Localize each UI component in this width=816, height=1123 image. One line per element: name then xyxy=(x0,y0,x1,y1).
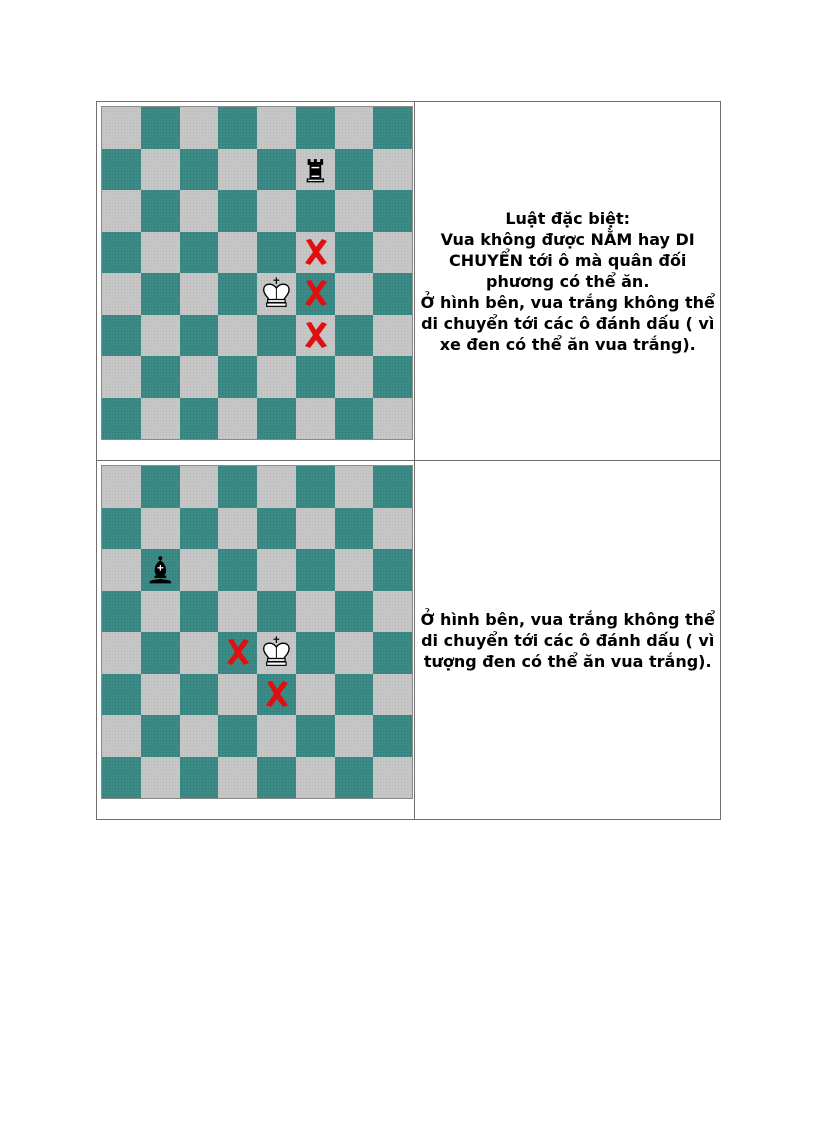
red-cross-icon xyxy=(302,320,330,350)
board-square xyxy=(102,591,141,633)
board-square xyxy=(180,315,219,357)
board-square xyxy=(335,466,374,508)
board-square xyxy=(335,315,374,357)
board-square xyxy=(218,149,257,191)
board-square xyxy=(180,107,219,149)
board-square xyxy=(373,107,412,149)
board-square xyxy=(141,398,180,440)
board-square xyxy=(335,107,374,149)
board-square xyxy=(296,466,335,508)
caption-line: Ở hình bên, vua trắng không thể xyxy=(420,609,715,629)
caption-line: Ở hình bên, vua trắng không thể xyxy=(420,292,715,312)
board-square xyxy=(257,232,296,274)
board-square xyxy=(102,757,141,799)
board-square xyxy=(141,315,180,357)
chessboard-rook-example xyxy=(101,106,413,440)
board-square xyxy=(296,632,335,674)
board-square xyxy=(102,549,141,591)
board-square xyxy=(373,632,412,674)
board-square xyxy=(141,149,180,191)
black-bishop-icon xyxy=(141,549,180,591)
board-square xyxy=(335,356,374,398)
board-square xyxy=(296,674,335,716)
board-square xyxy=(141,356,180,398)
board-square xyxy=(296,757,335,799)
board-square xyxy=(180,232,219,274)
board-square xyxy=(141,757,180,799)
caption-line: phương có thể ăn. xyxy=(485,271,650,291)
caption-line: Luật đặc biệt: xyxy=(505,208,631,228)
board-square xyxy=(335,632,374,674)
board-square xyxy=(373,398,412,440)
board-square xyxy=(335,149,374,191)
board-square xyxy=(296,107,335,149)
chessboard-bishop-example xyxy=(101,465,413,799)
board-square xyxy=(296,273,335,315)
board-square xyxy=(180,715,219,757)
board-square xyxy=(102,315,141,357)
board-square xyxy=(218,674,257,716)
board-square xyxy=(296,508,335,550)
board-square xyxy=(218,632,257,674)
board-square xyxy=(218,549,257,591)
caption-line: di chuyển tới các ô đánh dấu ( vì xyxy=(421,313,715,333)
board-square xyxy=(335,190,374,232)
board-square xyxy=(102,715,141,757)
board-square xyxy=(257,757,296,799)
board-square xyxy=(141,466,180,508)
board-square xyxy=(102,107,141,149)
board-square xyxy=(257,715,296,757)
board-square xyxy=(296,398,335,440)
board-square xyxy=(141,232,180,274)
board-square xyxy=(296,149,335,191)
board-square xyxy=(141,715,180,757)
board-square xyxy=(218,315,257,357)
caption-cell-1 xyxy=(415,102,721,461)
board-cell-2 xyxy=(97,461,415,820)
board-square xyxy=(257,398,296,440)
caption-line: CHUYỂN tới ô mà quân đối xyxy=(448,250,687,270)
board-square xyxy=(141,508,180,550)
red-cross-icon xyxy=(302,278,330,308)
board-square xyxy=(335,715,374,757)
board-square xyxy=(373,757,412,799)
board-square xyxy=(257,466,296,508)
black-rook-icon xyxy=(296,149,335,191)
board-square xyxy=(335,508,374,550)
board-square xyxy=(180,273,219,315)
board-square xyxy=(257,190,296,232)
board-square xyxy=(102,508,141,550)
board-square xyxy=(102,398,141,440)
board-square xyxy=(180,190,219,232)
board-square xyxy=(296,591,335,633)
board-square xyxy=(335,674,374,716)
caption-bishop-example xyxy=(415,609,720,672)
board-square xyxy=(257,315,296,357)
board-square xyxy=(218,273,257,315)
board-square xyxy=(257,273,296,315)
board-square xyxy=(296,190,335,232)
board-square xyxy=(373,508,412,550)
board-square xyxy=(296,715,335,757)
board-square xyxy=(257,107,296,149)
board-square xyxy=(180,674,219,716)
board-square xyxy=(218,190,257,232)
board-square xyxy=(180,508,219,550)
rule-row-1 xyxy=(97,102,721,461)
board-square xyxy=(335,549,374,591)
board-square xyxy=(180,757,219,799)
board-square xyxy=(218,356,257,398)
board-square xyxy=(373,315,412,357)
board-square xyxy=(335,757,374,799)
board-square xyxy=(180,398,219,440)
board-square xyxy=(257,632,296,674)
board-square xyxy=(257,591,296,633)
board-square xyxy=(180,549,219,591)
board-square xyxy=(335,591,374,633)
board-square xyxy=(180,466,219,508)
board-square xyxy=(373,591,412,633)
board-square xyxy=(373,273,412,315)
board-square xyxy=(102,674,141,716)
board-square xyxy=(102,356,141,398)
board-square xyxy=(373,549,412,591)
rules-table xyxy=(96,101,721,820)
caption-cell-2 xyxy=(415,461,721,820)
board-square xyxy=(141,190,180,232)
board-square xyxy=(102,149,141,191)
board-square xyxy=(141,632,180,674)
board-square xyxy=(335,398,374,440)
board-square xyxy=(180,632,219,674)
red-cross-icon xyxy=(302,237,330,267)
board-square xyxy=(373,466,412,508)
board-square xyxy=(257,508,296,550)
board-square xyxy=(257,549,296,591)
board-square xyxy=(102,466,141,508)
caption-line: xe đen có thể ăn vua trắng). xyxy=(439,334,696,354)
board-square xyxy=(335,232,374,274)
board-square xyxy=(218,398,257,440)
board-square xyxy=(102,273,141,315)
board-square xyxy=(296,356,335,398)
board-square xyxy=(373,715,412,757)
board-square xyxy=(257,356,296,398)
board-square xyxy=(373,356,412,398)
board-square xyxy=(373,232,412,274)
board-square xyxy=(373,149,412,191)
board-square xyxy=(257,149,296,191)
board-square xyxy=(296,232,335,274)
caption-line: Vua không được NẰM hay DI xyxy=(440,229,695,249)
board-square xyxy=(141,107,180,149)
board-square xyxy=(218,508,257,550)
board-square xyxy=(180,149,219,191)
board-square xyxy=(180,591,219,633)
caption-rook-example xyxy=(415,208,720,355)
board-square xyxy=(141,674,180,716)
board-square xyxy=(296,549,335,591)
caption-line: di chuyển tới các ô đánh dấu ( vì xyxy=(421,630,715,650)
red-cross-icon xyxy=(224,637,252,667)
board-square xyxy=(218,232,257,274)
board-square xyxy=(102,632,141,674)
board-square xyxy=(335,273,374,315)
board-square xyxy=(141,273,180,315)
red-cross-icon xyxy=(263,679,291,709)
board-square xyxy=(102,232,141,274)
board-square xyxy=(373,190,412,232)
white-king-icon xyxy=(257,273,296,315)
board-square xyxy=(218,466,257,508)
rule-row-2 xyxy=(97,461,721,820)
board-square xyxy=(296,315,335,357)
board-square xyxy=(102,190,141,232)
board-cell-1 xyxy=(97,102,415,461)
board-square xyxy=(218,107,257,149)
board-square xyxy=(257,674,296,716)
board-square xyxy=(218,591,257,633)
board-square xyxy=(141,591,180,633)
board-square xyxy=(373,674,412,716)
board-square xyxy=(218,757,257,799)
caption-line: tượng đen có thể ăn vua trắng). xyxy=(423,651,712,671)
board-square xyxy=(180,356,219,398)
board-square xyxy=(141,549,180,591)
white-king-icon xyxy=(257,632,296,674)
board-square xyxy=(218,715,257,757)
